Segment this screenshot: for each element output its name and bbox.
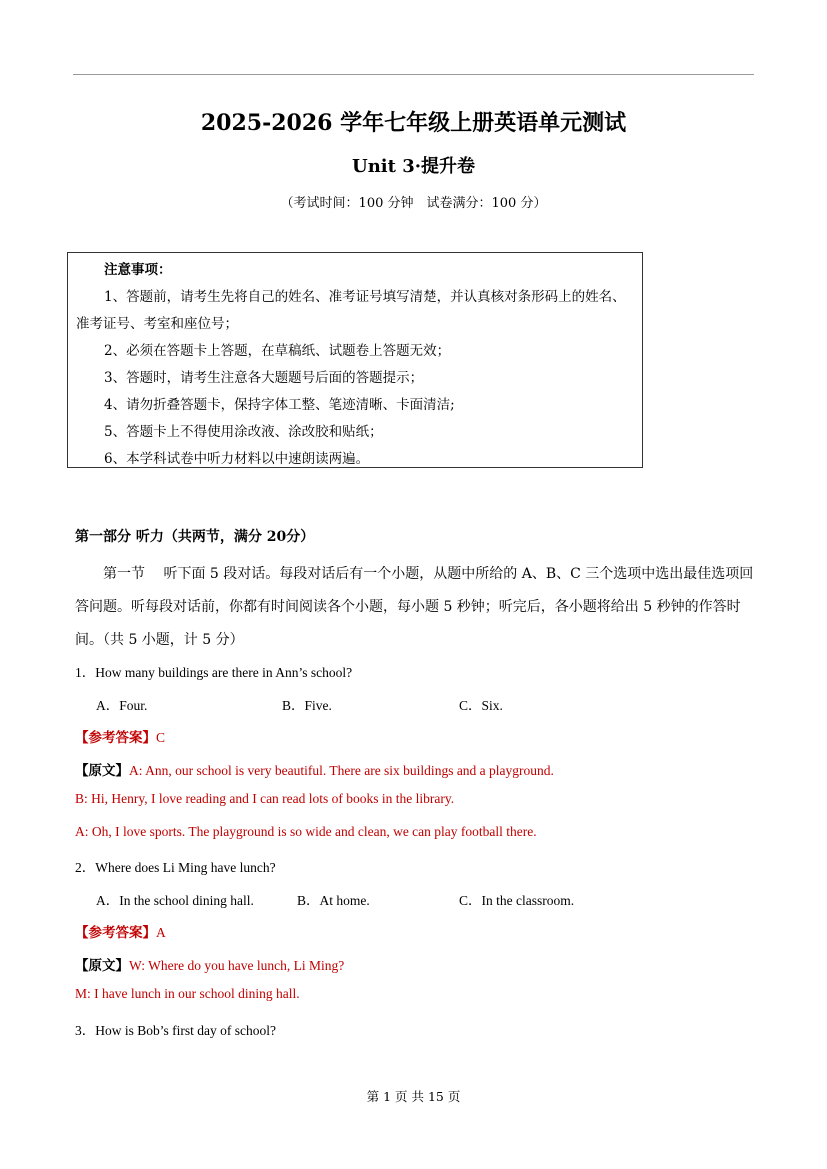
header-rule (73, 74, 754, 75)
q2-script-2: M: I have lunch in our school dining hall. (75, 986, 300, 1001)
script-label: 【原文】 (75, 763, 129, 778)
page-footer: 第 1 页 共 15 页 (366, 1089, 461, 1104)
section-title: 第一部分 听力（共两节，满分 20分） (75, 529, 315, 545)
exam-info: （考试时间：100 分钟 试卷满分：100 分） (280, 196, 547, 211)
question-3: 3．How is Bob’s first day of school? (75, 1023, 276, 1038)
script-text: A: Ann, our school is very beautiful. There are six buildings and a playground. (129, 763, 554, 778)
notice-item: 2、必须在答题卡上答题，在草稿纸、试题卷上答题无效； (104, 343, 451, 359)
notice-item: 5、答题卡上不得使用涂改液、涂改胶和贴纸； (104, 424, 383, 440)
notice-item: 1、答题前，请考生先将自己的姓名、准考证号填写清楚，并认真核对条形码上的姓名、准考证号、考室和座位号； (76, 289, 626, 332)
q1-script-1 (75, 759, 554, 779)
exam-subtitle: Unit 3·提升卷 (352, 156, 475, 177)
notice-item: 6、本学科试卷中听力材料以中速朗读两遍。 (104, 451, 370, 467)
answer-value: C (156, 730, 166, 745)
section-intro: 第一节 听下面 5 段对话。每段对话后有一个小题，从题中所给的 A、B、C 三个选项中选出最佳选项回答问题。听每段对话前，你都有时间阅读各个小题，每小题 5 秒钟；听完后，各小题将给出 5 秒钟的作答时间。（共 5 小题，计 5 分） (75, 566, 754, 648)
notice-item: 4、请勿折叠答题卡，保持字体工整、笔迹清晰、卡面清洁; (104, 397, 455, 413)
answer-value: A (156, 925, 166, 940)
script-text: W: Where do you have lunch, Li Ming? (129, 958, 345, 973)
q2-option-a: A．In the school dining hall. (96, 893, 254, 908)
q1-script-3: A: Oh, I love sports. The playground is so wide and clean, we can play football there. (75, 824, 537, 839)
notice-item: 3、答题时，请考生注意各大题题号后面的答题提示； (104, 370, 424, 386)
q1-option-c: C．Six. (459, 698, 503, 713)
q2-option-c: C．In the classroom. (459, 893, 575, 908)
q1-option-b: B．Five. (282, 698, 332, 713)
q1-answer (75, 726, 165, 746)
notice-heading: 注意事项： (104, 262, 172, 278)
exam-title: 2025-2026 学年七年级上册英语单元测试 (200, 110, 627, 136)
q2-option-b: B．At home. (297, 893, 370, 908)
q1-option-a: A．Four. (96, 698, 148, 713)
q2-answer (75, 921, 166, 941)
question-2: 2．Where does Li Ming have lunch? (75, 860, 276, 875)
question-1: 1．How many buildings are there in Ann’s school? (75, 665, 353, 680)
answer-label: 【参考答案】 (75, 730, 156, 745)
notice-box (67, 252, 643, 468)
q2-script-1 (75, 954, 344, 974)
answer-label: 【参考答案】 (75, 925, 156, 940)
script-label: 【原文】 (75, 958, 129, 973)
q1-script-2: B: Hi, Henry, I love reading and I can read lots of books in the library. (75, 791, 455, 806)
